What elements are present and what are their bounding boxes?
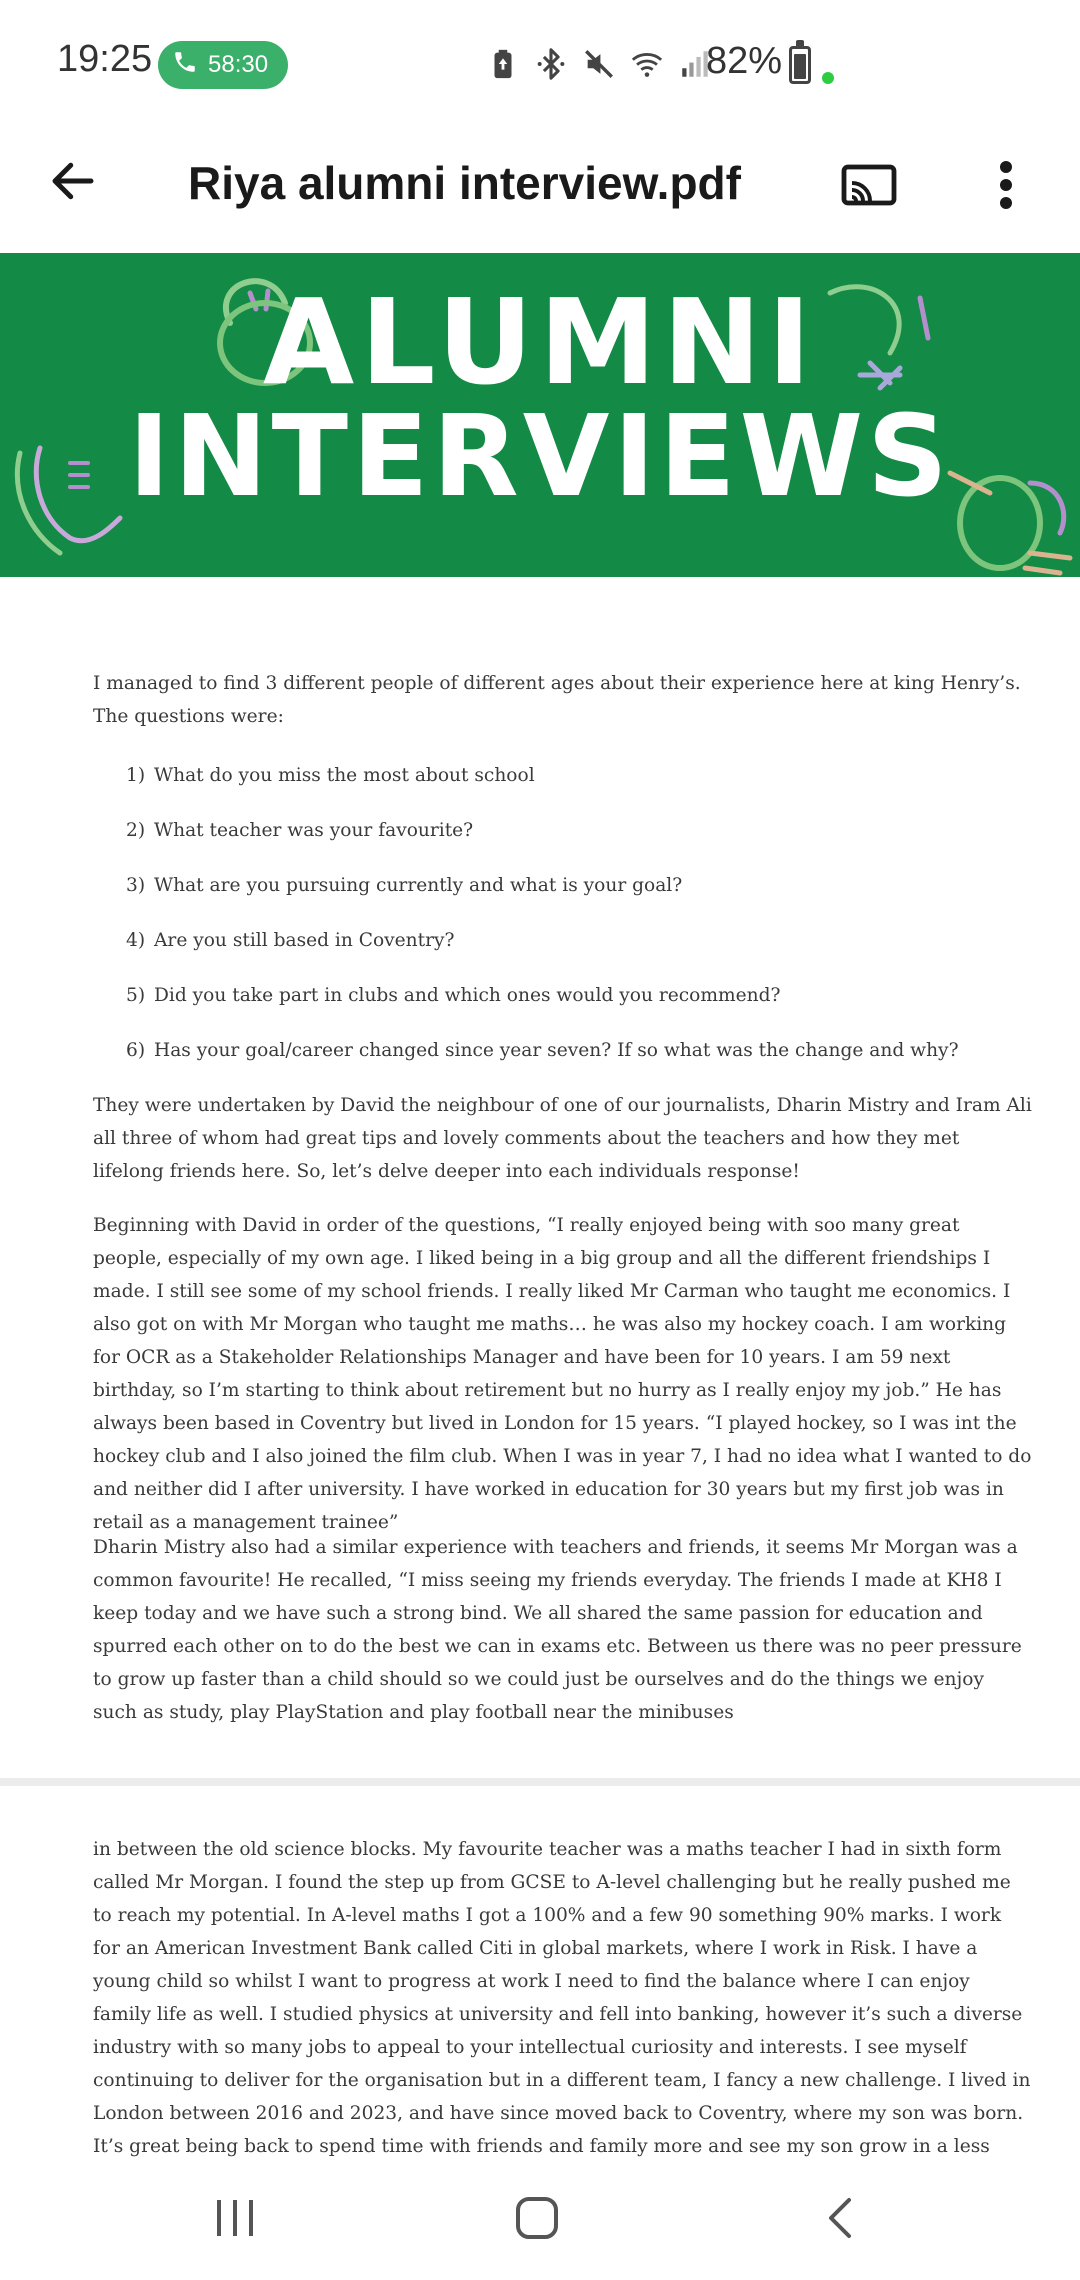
navigation-bar bbox=[0, 2160, 1080, 2280]
document-title: Riya alumni interview.pdf bbox=[188, 157, 741, 209]
question-text: What teacher was your favourite? bbox=[154, 820, 474, 841]
question-item bbox=[126, 759, 1026, 814]
question-list bbox=[126, 759, 1026, 1089]
more-options-button[interactable] bbox=[976, 154, 1036, 220]
status-time: 19:25 bbox=[57, 38, 153, 80]
status-bar bbox=[0, 0, 1080, 130]
question-text: What are you pursuing currently and what is your goal? bbox=[154, 875, 683, 896]
question-item bbox=[126, 814, 1026, 869]
question-number: 3) bbox=[126, 875, 146, 896]
status-icons bbox=[486, 44, 712, 88]
question-number: 6) bbox=[126, 1040, 146, 1061]
banner-title-line1: ALUMNI bbox=[262, 273, 818, 411]
arrow-left-icon bbox=[46, 154, 100, 213]
recent-apps-icon bbox=[214, 2198, 256, 2243]
back-button[interactable] bbox=[40, 150, 106, 216]
page-separator bbox=[0, 1778, 1080, 1786]
home-icon bbox=[515, 2196, 559, 2245]
battery-saver-icon bbox=[486, 47, 520, 86]
question-text: What do you miss the most about school bbox=[154, 765, 535, 786]
pdf-viewer[interactable] bbox=[0, 253, 1080, 2160]
banner-title-line2: INTERVIEWS bbox=[128, 392, 952, 522]
back-chevron-icon bbox=[825, 2196, 855, 2245]
question-number: 4) bbox=[126, 930, 146, 951]
ongoing-call-chip[interactable] bbox=[158, 41, 288, 89]
paragraph-david: Beginning with David in order of the questions, “I really enjoyed being with soo many great people, especially of my own age. I liked being in a big group and all the different friendships I made. I still see some of my school friends. I really liked Mr Carman who taught me economics. I also got on with Mr Morgan who taught me maths… he was also my hockey coach. I am working for OCR as a Stakeholder Relationships Manager and have been for 10 years. I am 59 next birthday, so I’m starting to think about retirement but no hurry as I really enjoy my job.” He has always been based in Coventry but lived in London for 15 years. “I played hockey, so I was int the hockey club and I also joined the film club. When I was in year 7, I had no idea what I wanted to do and neither did I after university. I have worked in education for 30 years but my first job was in retail as a management trainee” bbox=[93, 1215, 1032, 1533]
question-text: Are you still based in Coventry? bbox=[154, 930, 455, 951]
question-number: 5) bbox=[126, 985, 146, 1006]
app-bar bbox=[0, 130, 1080, 250]
question-item bbox=[126, 979, 1026, 1034]
question-item bbox=[126, 869, 1026, 924]
question-item bbox=[126, 924, 1026, 979]
question-item bbox=[126, 1034, 1026, 1089]
question-text: Has your goal/career changed since year seven? If so what was the change and why? bbox=[154, 1040, 959, 1061]
battery-percent: 82% bbox=[706, 40, 783, 82]
home-button[interactable] bbox=[497, 2184, 577, 2256]
alumni-banner bbox=[0, 253, 1080, 577]
recent-apps-button[interactable] bbox=[195, 2184, 275, 2256]
paragraph-dharin: Dharin Mistry also had a similar experience with teachers and friends, it seems Mr Morgan was a common favourite! He recalled, “I miss seeing my friends everyday. The friends I made at KH8 I keep today and we have such a strong bind. We all shared the same passion for education and spurred each other on to do the best we can in exams etc. Between us there was no peer pressure to grow up faster than a child should so we could just be ourselves and do the things we enjoy such as study, play PlayStation and play football near the minibuses bbox=[93, 1537, 1022, 1723]
cast-icon bbox=[840, 161, 898, 214]
battery-icon bbox=[789, 46, 811, 84]
phone-icon bbox=[172, 49, 198, 82]
paragraph-dharin-continued: in between the old science blocks. My favourite teacher was a maths teacher I had in sixth form called Mr Morgan. I found the step up from GCSE to A-level challenging but he really pushed me to reach my potential. In A-level maths I got a 100% and a few 90 something 90% marks. I work for an American Investment Bank called Citi in global markets, where I work in Risk. I have a young child so whilst I want to progress at work I need to find the balance where I can enjoy family life as well. I studied physics at university and fell into banking, however it’s such a diverse industry with so many jobs to appeal to your intellectual curiosity and interests. I see myself continuing to deliver for the organisation but in a different team, I fancy a new challenge. I lived in London between 2016 and 2023, and have since moved back to Coventry, where my son was born. It’s great being back to spend time with friends and family more and see my son grow in a less bbox=[93, 1839, 1031, 2157]
call-timer: 58:30 bbox=[208, 51, 269, 78]
question-text: Did you take part in clubs and which ones would you recommend? bbox=[154, 985, 781, 1006]
bluetooth-icon bbox=[534, 47, 568, 86]
question-number: 1) bbox=[126, 765, 146, 786]
question-number: 2) bbox=[126, 820, 146, 841]
cast-button[interactable] bbox=[836, 154, 902, 220]
system-back-button[interactable] bbox=[800, 2184, 880, 2256]
mute-icon bbox=[582, 47, 616, 86]
wifi-icon bbox=[630, 47, 664, 86]
paragraph-overview: They were undertaken by David the neighbour of one of our journalists, Dharin Mistry and Iram Ali all three of whom had great tips and lovely comments about the teachers and how they met lifelong friends here. So, let’s delve deeper into each individuals response! bbox=[93, 1095, 1032, 1182]
intro-paragraph: I managed to find 3 different people of different ages about their experience here at king Henry’s. The questions were: bbox=[93, 673, 1021, 727]
more-vertical-icon bbox=[998, 160, 1014, 215]
privacy-indicator-dot bbox=[822, 72, 834, 84]
